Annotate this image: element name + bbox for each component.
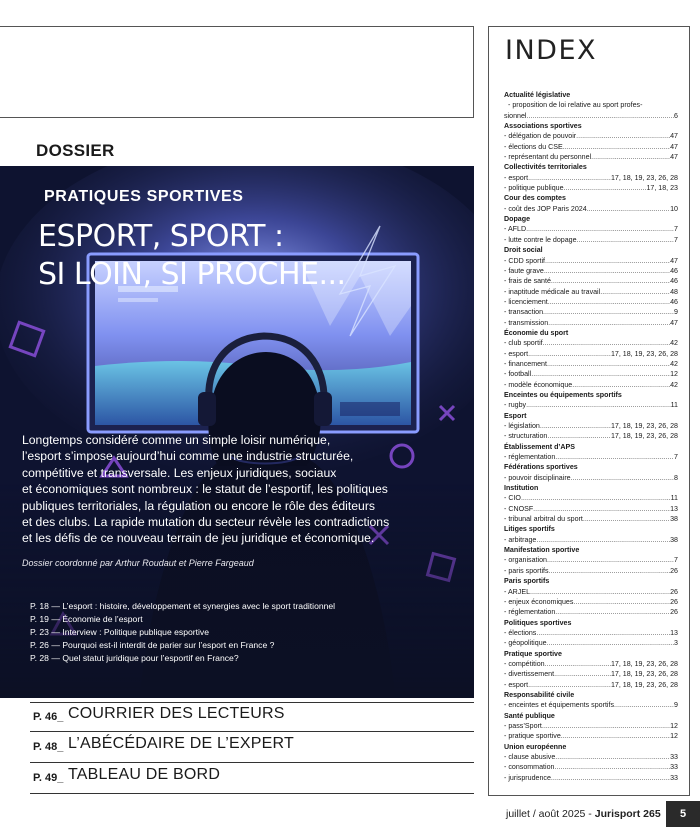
- index-entry-text: - arbitrage: [504, 535, 537, 544]
- index-entry-text: - réglementation: [504, 608, 556, 617]
- index-entry: [504, 287, 678, 297]
- section-title: TABLEAU DE BORD: [68, 766, 221, 783]
- intro-line: l’esport s’impose aujourd’hui comme une industrie structurée,: [22, 449, 354, 464]
- index-entry-page: 46: [670, 266, 678, 275]
- toc-item[interactable]: P. 19 — Économie de l’esport: [30, 614, 143, 624]
- index-category: Économie du sport: [504, 328, 569, 337]
- index-entry-page: 7: [674, 453, 678, 462]
- dot-leader: [549, 566, 671, 576]
- index-category: Politiques sportives: [504, 618, 572, 627]
- index-entry: [504, 566, 678, 576]
- dot-leader: [531, 369, 670, 379]
- index-entry: [504, 535, 678, 545]
- index-entry-text: - football: [504, 370, 532, 379]
- toc-item[interactable]: P. 18 — L’esport : histoire, développement et synergies avec le sport traditionnel: [30, 601, 336, 611]
- index-list: [504, 90, 678, 783]
- index-entry-page: 9: [674, 308, 678, 317]
- index-entry: [504, 338, 678, 348]
- index-category: Droit social: [504, 246, 543, 255]
- index-entry-page: 12: [670, 732, 678, 741]
- index-entry: [504, 421, 678, 431]
- index-entry-text: - enceintes et équipements sportifs: [504, 701, 615, 710]
- dot-leader: [526, 224, 674, 234]
- index-entry: [504, 514, 678, 524]
- dossier-label: DOSSIER: [36, 141, 115, 160]
- dot-leader: [542, 721, 670, 731]
- index-entry-text: - divertissement: [504, 670, 555, 679]
- dot-leader: [587, 204, 670, 214]
- index-entry-text: - modèle économique: [504, 380, 573, 389]
- index-entry-text: - élections du CSE: [504, 142, 563, 151]
- dot-leader: [600, 287, 670, 297]
- index-entry: [504, 235, 678, 245]
- dot-leader: [547, 638, 674, 648]
- index-entry-page: 17, 18, 19, 23, 26, 28: [610, 349, 678, 358]
- section-tableau-de-bord[interactable]: [30, 764, 474, 794]
- intro-line: et des clubs. La rapide mutation du secteur révèle les contradictions: [22, 515, 390, 530]
- index-entry-page: 17, 18, 19, 23, 26, 28: [610, 680, 678, 689]
- index-entry: [504, 452, 678, 462]
- index-entry-text: - esport: [504, 680, 529, 689]
- index-entry-page: 33: [670, 763, 678, 772]
- dot-leader: [545, 256, 670, 266]
- dot-leader: [526, 400, 671, 410]
- dot-leader: [528, 173, 611, 183]
- dot-leader: [547, 431, 611, 441]
- index-entry-page: 33: [670, 753, 678, 761]
- index-entry-text: - coût des JOP Paris 2024: [504, 204, 587, 213]
- index-entry-page: 26: [670, 597, 678, 606]
- index-category: Responsabilité civile: [504, 690, 575, 699]
- index-entry-page: 9: [674, 701, 678, 710]
- dot-leader: [563, 142, 670, 152]
- index-entry-page: 7: [674, 235, 678, 244]
- index-entry-page: 38: [670, 515, 678, 524]
- index-entry: [504, 752, 678, 762]
- dot-leader: [548, 318, 670, 328]
- index-category: Cour des comptes: [504, 194, 566, 203]
- index-entry: [504, 493, 678, 503]
- dot-leader: [548, 297, 670, 307]
- index-entry: [504, 504, 678, 514]
- index-entry-text: - transmission: [504, 318, 549, 327]
- dot-leader: [555, 607, 670, 617]
- index-entry-text: - consommation: [504, 763, 555, 772]
- index-entry: [504, 380, 678, 390]
- dot-leader: [528, 349, 611, 359]
- index-entry-page: 47: [670, 153, 678, 162]
- index-entry: [504, 307, 678, 317]
- page-number: 5: [666, 801, 700, 827]
- index-entry-text: - représentant du personnel: [504, 153, 592, 162]
- dot-leader: [577, 235, 674, 245]
- index-entry: [504, 173, 678, 183]
- index-entry-text: - réglementation: [504, 453, 556, 462]
- section-page: P. 46_: [33, 711, 64, 723]
- index-entry: [504, 349, 678, 359]
- index-entry-text: - compétition: [504, 659, 545, 668]
- index-entry-page: 17, 18, 19, 23, 26, 28: [610, 432, 678, 441]
- dot-leader: [564, 183, 647, 193]
- index-category: Santé publique: [504, 711, 555, 720]
- dot-leader: [530, 587, 670, 597]
- magazine-brand: Jurisport 265: [594, 808, 661, 820]
- index-category: Esport: [504, 411, 527, 420]
- index-entry-page: 3: [674, 639, 678, 648]
- index-entry-page: 47: [670, 318, 678, 327]
- toc-item[interactable]: P. 26 — Pourquoi est-il interdit de parier sur l’esport en France ?: [30, 640, 275, 650]
- section-title: COURRIER DES LECTEURS: [68, 705, 285, 722]
- dot-leader: [547, 555, 674, 565]
- dot-leader: [547, 359, 670, 369]
- index-entry-text: - CDD sportif: [504, 256, 545, 265]
- dossier-hero: [0, 166, 474, 698]
- index-entry-page: 47: [670, 142, 678, 151]
- index-entry: [504, 587, 678, 597]
- index-category: Enceintes ou équipements sportifs: [504, 390, 622, 399]
- index-entry-page: 38: [670, 535, 678, 544]
- index-entry: [504, 762, 678, 772]
- index-entry-text: - législation: [504, 422, 540, 430]
- index-entry-text: - tribunal arbitral du sport: [504, 515, 583, 524]
- index-entry-page: 17, 18, 19, 23, 26, 28: [610, 422, 678, 430]
- index-entry-page: 17, 18, 19, 23, 26, 28: [610, 659, 678, 668]
- dot-leader: [540, 421, 611, 431]
- dot-leader: [521, 493, 671, 503]
- index-entry-page: 12: [670, 370, 678, 379]
- index-entry-page: 11: [670, 401, 678, 410]
- index-panel: [488, 26, 690, 796]
- dossier-byline: Dossier coordonné par Arthur Roudaut et Pierre Fargeaud: [22, 558, 254, 568]
- index-entry-page: 17, 18, 19, 23, 26, 28: [610, 670, 678, 679]
- index-category: Actualité législative: [504, 91, 571, 99]
- index-category: Établissement d’APS: [504, 442, 575, 451]
- dot-leader: [544, 266, 670, 276]
- index-entry: [504, 400, 678, 410]
- index-entry-text: - proposition de loi relative au sport profes-: [508, 101, 643, 110]
- index-entry-text: - pouvoir disciplinaire: [504, 473, 571, 482]
- index-entry: [504, 297, 678, 307]
- index-entry: [504, 431, 678, 441]
- index-category: Collectivités territoriales: [504, 163, 587, 172]
- index-entry-text: - politique publique: [504, 184, 564, 193]
- index-entry-page: 11: [670, 494, 678, 503]
- index-entry-page: 47: [670, 132, 678, 141]
- index-entry-page: 46: [670, 297, 678, 306]
- section-abecedaire[interactable]: [30, 733, 474, 763]
- index-entry: [504, 204, 678, 214]
- index-entry-text: - frais de santé: [504, 277, 551, 286]
- index-entry-text: - club sportif: [504, 339, 543, 348]
- index-entry: [504, 318, 678, 328]
- index-entry: [504, 669, 678, 679]
- index-entry-text: - transaction: [504, 308, 544, 317]
- index-entry-text: - délégation de pouvoir: [504, 132, 577, 141]
- index-entry-page: 12: [670, 721, 678, 730]
- intro-line: compétitive et transversale. Les enjeux juridiques, sociaux: [22, 465, 337, 480]
- index-entry: [504, 266, 678, 276]
- index-entry: [504, 597, 678, 607]
- dot-leader: [555, 452, 674, 462]
- index-entry: [504, 369, 678, 379]
- dot-leader: [536, 628, 670, 638]
- index-entry-text: - enjeux économiques: [504, 597, 574, 606]
- index-category: Institution: [504, 484, 539, 493]
- index-entry-text: - pratique sportive: [504, 732, 561, 741]
- dot-leader: [543, 338, 670, 348]
- dot-leader: [554, 762, 670, 772]
- index-entry-page: 17, 18, 19, 23, 26, 28: [610, 173, 678, 182]
- index-entry-page: 26: [670, 587, 678, 596]
- index-entry: [504, 256, 678, 266]
- top-frame: [0, 26, 474, 118]
- index-entry-page: 26: [670, 608, 678, 617]
- dossier-headline: [38, 218, 346, 294]
- index-entry: [504, 638, 678, 648]
- index-entry-page: 13: [670, 504, 678, 513]
- index-entry-page: 47: [670, 256, 678, 265]
- index-entry-text: - faute grave: [504, 266, 544, 275]
- index-entry-text: - paris sportifs: [504, 566, 549, 575]
- dot-leader: [561, 731, 670, 741]
- index-entry-page: 17, 18, 23: [646, 184, 678, 193]
- index-entry-text: - lutte contre le dopage: [504, 235, 577, 244]
- dot-leader: [571, 473, 674, 483]
- dot-leader: [536, 535, 670, 545]
- index-entry: [504, 680, 678, 690]
- index-entry: [504, 276, 678, 286]
- index-entry-page: 46: [670, 277, 678, 286]
- dot-leader: [551, 773, 670, 783]
- dot-leader: [583, 514, 670, 524]
- dot-leader: [528, 680, 611, 690]
- index-entry: [504, 142, 678, 152]
- index-entry: [504, 152, 678, 162]
- headline-line-2: SI LOIN, SI PROCHE...: [38, 257, 346, 292]
- section-page: P. 48_: [33, 741, 64, 753]
- index-entry-page: 6: [674, 111, 678, 120]
- index-entry-text: sionnel: [504, 111, 527, 120]
- index-entry-page: 48: [670, 287, 678, 296]
- intro-line: et économiques sont nombreux : le statut de l’esportif, les politiques: [22, 482, 388, 497]
- dot-leader: [526, 111, 674, 121]
- index-entry: [504, 700, 678, 710]
- dot-leader: [554, 669, 611, 679]
- index-entry-page: 26: [670, 566, 678, 575]
- index-entry-page: 7: [674, 225, 678, 234]
- section-page: P. 49_: [33, 772, 64, 784]
- index-entry-text: - rugby: [504, 401, 527, 410]
- index-entry-page: 13: [670, 628, 678, 637]
- index-entry-page: 42: [670, 359, 678, 368]
- index-entry: [504, 224, 678, 234]
- index-entry-text: - élections: [504, 628, 537, 637]
- dot-leader: [576, 131, 670, 141]
- toc-item[interactable]: P. 28 — Quel statut juridique pour l’esportif en France?: [30, 653, 239, 663]
- index-category: Associations sportives: [504, 122, 582, 131]
- index-entry: [504, 607, 678, 617]
- index-entry: [504, 555, 678, 565]
- intro-line: Longtemps considéré comme un simple loisir numérique,: [22, 433, 331, 447]
- issue-date: juillet / août 2025 -: [506, 808, 595, 820]
- index-entry-page: 42: [670, 380, 678, 389]
- dot-leader: [545, 659, 611, 669]
- index-entry: [504, 628, 678, 638]
- index-entry-page: 33: [670, 773, 678, 782]
- index-category: Union européenne: [504, 742, 567, 751]
- index-entry: [504, 131, 678, 141]
- dot-leader: [591, 152, 670, 162]
- index-entry-text: - esport: [504, 173, 529, 182]
- index-entry-text: - jurisprudence: [504, 773, 551, 782]
- intro-line: publiques territoriales, la régulation ou encore le rôle des éditeurs: [22, 498, 375, 513]
- index-entry-text: - pass’Sport: [504, 721, 542, 730]
- index-entry-page: 10: [670, 204, 678, 213]
- dot-leader: [551, 276, 670, 286]
- index-title: INDEX: [505, 35, 598, 66]
- index-entry-text: - clause abusive: [504, 753, 556, 761]
- index-category: Manifestation sportive: [504, 546, 580, 555]
- section-title: L’ABÉCÉDAIRE DE L’EXPERT: [68, 735, 294, 752]
- index-entry-page: 42: [670, 339, 678, 348]
- index-entry: [504, 183, 678, 193]
- page-footer: [506, 808, 661, 820]
- dossier-toc: [30, 600, 335, 665]
- index-entry: [504, 359, 678, 369]
- index-entry-text: - organisation: [504, 556, 547, 565]
- index-category: Fédérations sportives: [504, 463, 578, 472]
- index-entry-page: 7: [674, 556, 678, 565]
- dot-leader: [573, 597, 670, 607]
- index-entry-text: - CNOSF: [504, 504, 534, 513]
- dot-leader: [533, 504, 670, 514]
- index-entry: [504, 659, 678, 669]
- index-entry: [504, 111, 678, 121]
- index-entry: [504, 773, 678, 783]
- dossier-kicker: PRATIQUES SPORTIVES: [44, 188, 244, 205]
- index-entry-text: - financement: [504, 359, 547, 368]
- index-category: Pratique sportive: [504, 649, 562, 658]
- dot-leader: [555, 752, 670, 762]
- section-courrier-des-lecteurs[interactable]: [30, 702, 474, 732]
- index-entry-page: 8: [674, 473, 678, 482]
- index-category: Paris sportifs: [504, 577, 550, 586]
- index-entry: [504, 731, 678, 741]
- index-category: Litiges sportifs: [504, 525, 555, 534]
- index-entry-text: - esport: [504, 349, 529, 358]
- index-entry-text: - CIO: [504, 494, 521, 503]
- index-entry-text: - licenciement: [504, 297, 548, 306]
- index-entry-text: - inaptitude médicale au travail: [504, 287, 601, 296]
- index-entry-text: - géopolitique: [504, 639, 547, 648]
- headline-line-1: ESPORT, SPORT :: [38, 219, 284, 254]
- index-category: Dopage: [504, 215, 531, 224]
- dot-leader: [572, 380, 670, 390]
- index-entry: [504, 473, 678, 483]
- index-entry-text: - AFLD: [504, 225, 527, 234]
- intro-line: et les défis de ce nouveau terrain de jeu juridique et économique.: [22, 531, 375, 546]
- index-entry-text: - ARJEL: [504, 587, 531, 596]
- dot-leader: [543, 307, 674, 317]
- dot-leader: [614, 700, 674, 710]
- index-entry-text: - structuration: [504, 432, 548, 441]
- toc-item[interactable]: P. 23 — Interview : Politique publique esportive: [30, 627, 209, 637]
- index-entry: [504, 721, 678, 731]
- dossier-intro: [22, 432, 462, 547]
